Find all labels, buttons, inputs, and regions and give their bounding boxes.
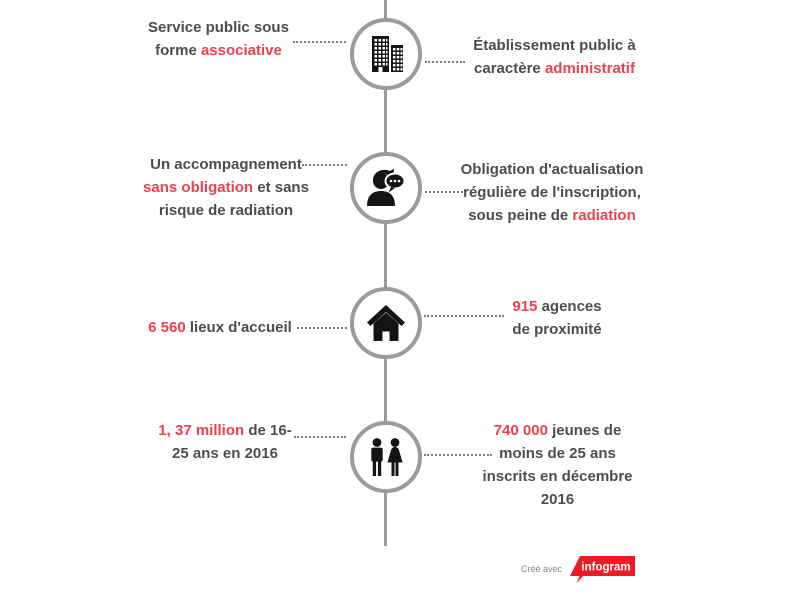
row-3-left-highlight: 6 560	[148, 319, 186, 336]
row-2-right-text	[452, 158, 652, 227]
row-1-right-highlight: administratif	[544, 60, 635, 77]
row-2-right-pre: Obligation d'actualisation régulière de l'inscription, sous peine de	[460, 161, 644, 224]
connector-dotted-line	[425, 61, 465, 63]
row-4-left-highlight: 1, 37 million	[158, 422, 245, 439]
row-4-left-post: de 16-25 ans en 2016	[172, 422, 292, 462]
row-3-left-post: lieux d'accueil	[185, 319, 292, 336]
row-1-left-text	[136, 16, 301, 62]
timeline-node-circle	[350, 421, 422, 493]
row-3-right-highlight: 915	[512, 298, 538, 315]
row-3-right-text	[507, 295, 607, 341]
row-2-left-pre: Un accompagnement	[150, 156, 302, 173]
advisor-chat-icon	[364, 166, 408, 210]
infogram-logo[interactable]	[566, 554, 638, 591]
buildings-icon	[364, 32, 408, 76]
timeline-node-circle	[350, 152, 422, 224]
infogram-logo-label: infogram	[581, 561, 631, 574]
row-4-right-text	[475, 419, 640, 511]
row-4-right-post: jeunes de moins de 25 ans inscrits en décembre 2016	[482, 422, 633, 508]
row-3-left-text	[140, 316, 300, 339]
row-3-right-post: agences de proximité	[512, 298, 602, 338]
row-1-right-text	[462, 34, 647, 80]
row-4-left-text	[150, 419, 300, 465]
timeline-node-circle	[350, 18, 422, 90]
row-2-left-highlight: sans obligation	[143, 179, 254, 196]
timeline-node-circle	[350, 287, 422, 359]
row-2-left-post: et sans risque de radiation	[158, 179, 309, 219]
row-1-right-pre: Établissement public à caractère	[473, 37, 636, 77]
connector-dotted-line	[293, 41, 346, 43]
row-2-right-highlight: radiation	[572, 207, 636, 224]
connector-dotted-line	[294, 436, 346, 438]
connector-dotted-line	[424, 315, 504, 317]
row-1-left-highlight: associative	[200, 42, 282, 59]
man-woman-icon	[364, 435, 408, 479]
row-4-right-highlight: 740 000	[493, 422, 548, 439]
row-2-left-text	[136, 153, 316, 222]
connector-dotted-line	[302, 164, 347, 166]
house-icon	[364, 301, 408, 345]
credit-text: Créé avec	[521, 564, 563, 574]
connector-dotted-line	[297, 327, 347, 329]
row-1-left-pre: Service public sous forme	[148, 19, 289, 59]
